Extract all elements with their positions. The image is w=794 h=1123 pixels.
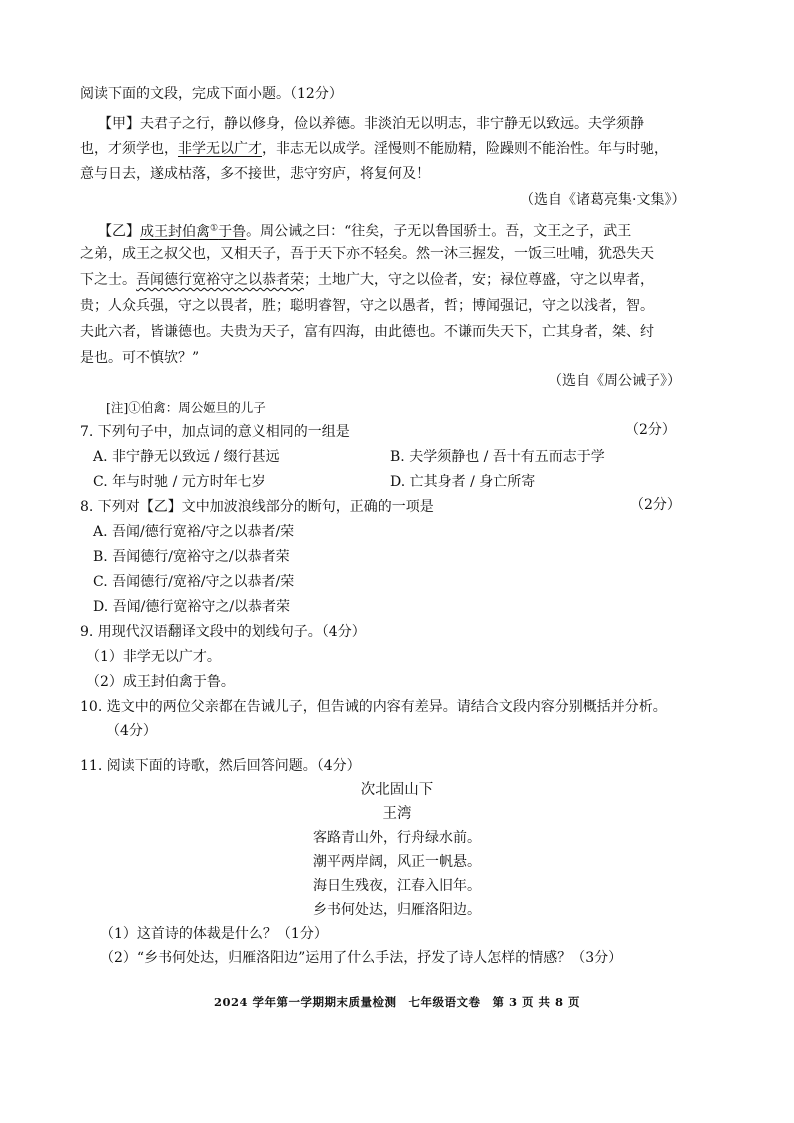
poem-line-3: 海日生残夜，江春入旧年。 [313, 878, 481, 894]
poem-line-1: 客路青山外，行舟绿水前。 [313, 830, 481, 846]
poem-author: 王湾 [382, 806, 412, 822]
passage-jia-text: ，非志无以成学。淫慢则不能励精，险躁则不能治性。年与时驰， [262, 141, 668, 157]
footnote-mark: ① [210, 223, 219, 233]
underlined-sentence-2 [140, 224, 246, 240]
passage-jia-source: （选自《诸葛亮集·文集》） [520, 192, 686, 208]
q8-stem: 8. 下列对【乙】文中加波浪线部分的断句，正确的一项是 [80, 499, 434, 515]
q7-option-d: D. 亡其身者 / 身亡所寄 [390, 474, 536, 490]
poem-line-4: 乡书何处达，归雁洛阳边。 [313, 902, 481, 918]
wavy-underlined-sentence: 吾闻德行宽裕守之以恭者荣 [136, 272, 304, 288]
passage-yi-text: 。周公诫之曰：“往矣，子无以鲁国骄士。吾，文王之子，武王 [246, 223, 632, 240]
passage-jia-text: 夫君子之行，静以修身，俭以养德。非淡泊无以明志，非宁静无以致远。夫学须静 [140, 116, 644, 132]
q7-stem: 7. 下列句子中，加点词的意义相同的一组是 [80, 424, 350, 440]
passage-jia-line-1 [98, 114, 644, 134]
passage-yi-source: （选自《周公诫子》） [548, 373, 681, 389]
passage-jia-line-3: 意与日去，遂成枯落，多不接世，悲守穷庐，将复何及！ [80, 166, 430, 182]
q8-option-a: A. 吾闻/德行宽裕/守之以恭者/荣 [93, 524, 295, 540]
q10-stem: 10. 选文中的两位父亲都在告诫儿子，但告诫的内容有差异。请结合文段内容分别概括并分析。 [80, 699, 667, 715]
q11-sub-2: （2）“乡书何处达，归雁洛阳边”运用了什么手法，抒发了诗人怎样的情感？（3分） [100, 950, 623, 966]
q8-option-b: B. 吾闻德行/宽裕守之/以恭者荣 [93, 549, 290, 565]
passage-yi-text: 下之士。 [80, 272, 136, 288]
q9-sentence-1: （1）非学无以广才。 [86, 649, 221, 665]
section-intro: 阅读下面的文段，完成下面小题。（12分） [80, 86, 343, 102]
passage-yi-line-6: 是也。可不慎欤？” [80, 350, 200, 366]
passage-yi-tag: 【乙】 [98, 223, 140, 240]
passage-yi-line-4: 贵；人众兵强，守之以畏者，胜；聪明睿智，守之以愚者，哲；博闻强记，守之以浅者，智。 [80, 298, 654, 314]
passage-yi-line-2: 之弟，成王之叔父也，又相天子，吾于天下亦不轻矣。然一沐三握发，一饭三吐哺，犹恐失天 [80, 246, 654, 262]
q9-sentence-2: （2）成王封伯禽于鲁。 [86, 674, 235, 690]
q10-score: （4分） [106, 723, 157, 739]
q8-option-c: C. 吾闻德行/宽裕/守之以恭者/荣 [93, 574, 295, 590]
page-footer: 2024 学年第一学期期末质量检测 七年级语文卷 第 3 页 共 8 页 [213, 995, 581, 1009]
poem-title: 次北固山下 [360, 782, 434, 798]
passage-yi-line-5: 夫此六者，皆谦德也。夫贵为天子，富有四海，由此德也。不谦而失天下，亡其身者，桀、纣 [80, 324, 654, 340]
q7-score: （2分） [625, 422, 676, 438]
q11-stem: 11. 阅读下面的诗歌，然后回答问题。（4分） [80, 758, 361, 774]
q7-option-c: C. 年与时驰 / 元方时年七岁 [93, 474, 266, 490]
passage-jia-text: 也，才须学也， [80, 141, 178, 157]
passage-jia-line-2 [80, 139, 668, 159]
q7-option-b: B. 夫学须静也 / 吾十有五而志于学 [390, 449, 605, 465]
footnote: [注]①伯禽：周公姬旦的儿子 [106, 400, 266, 415]
underlined-text: 于鲁 [218, 223, 247, 240]
q9-stem: 9. 用现代汉语翻译文段中的划线句子。（4分） [80, 624, 366, 640]
q8-option-d: D. 吾闻/德行宽裕守之/以恭者荣 [93, 599, 291, 615]
q8-score: （2分） [630, 497, 681, 513]
underlined-text: 成王封伯禽 [140, 223, 210, 240]
passage-yi-line-1 [98, 218, 631, 242]
poem-line-2: 潮平两岸阔，风正一帆悬。 [313, 854, 481, 870]
underlined-sentence-1: 非学无以广才 [178, 141, 262, 157]
passage-yi-text: ；土地广大，守之以俭者，安；禄位尊盛，守之以卑者， [304, 272, 654, 288]
passage-jia-tag: 【甲】 [98, 116, 140, 132]
q7-option-a: A. 非宁静无以致远 / 缀行甚远 [93, 449, 280, 465]
passage-yi-line-3 [80, 270, 654, 290]
q11-sub-1: （1）这首诗的体裁是什么？（1分） [100, 926, 328, 942]
